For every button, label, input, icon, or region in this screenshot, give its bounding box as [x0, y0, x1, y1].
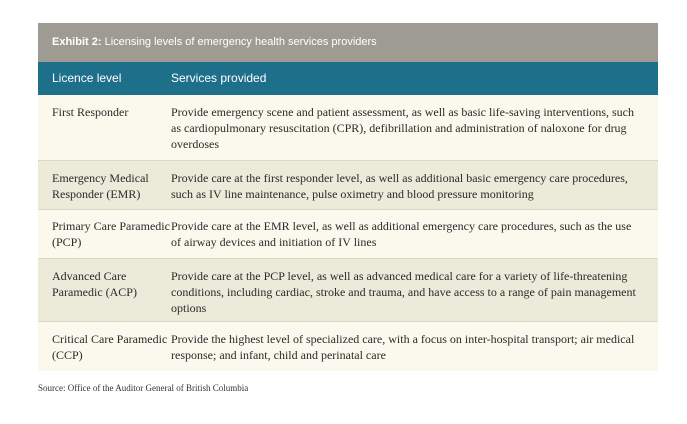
table-row — [38, 322, 658, 371]
table-row — [38, 210, 658, 259]
exhibit-label: Exhibit 2: — [52, 36, 102, 48]
licence-level-cell: Primary Care Paramedic (PCP) — [52, 219, 170, 249]
licence-level-cell: Advanced Care Paramedic (ACP) — [52, 269, 137, 299]
services-cell: Provide care at the first responder level, as well as additional basic emergency care procedures, such as IV line maintenance, pulse oximetry and blood pressure monitoring — [171, 171, 628, 201]
exhibit-title-bar — [38, 23, 658, 62]
exhibit-title: Licensing levels of emergency health services providers — [104, 36, 377, 48]
licence-level-cell: First Responder — [52, 105, 129, 119]
services-cell: Provide the highest level of specialized care, with a focus on inter-hospital transport; air medical response; and infant, child and perinatal care — [171, 332, 635, 362]
table-row — [38, 95, 658, 161]
licence-level-cell: Emergency Medical Responder (EMR) — [52, 171, 149, 201]
services-cell: Provide emergency scene and patient assessment, as well as basic life-saving interventions, such as cardiopulmonary resuscitation (CPR), defibrillation and administration of naloxone for drug overdoses — [171, 105, 634, 151]
table-row — [38, 259, 658, 322]
column-header-row — [38, 62, 658, 95]
licence-level-cell: Critical Care Paramedic (CCP) — [52, 332, 168, 362]
table-row — [38, 161, 658, 210]
services-cell: Provide care at the PCP level, as well as advanced medical care for a variety of life-threatening conditions, including cardiac, stroke and trauma, and have access to a range of pain management options — [171, 269, 636, 315]
exhibit-table — [38, 23, 658, 371]
column-header-services-provided: Services provided — [171, 71, 267, 85]
column-header-licence-level: Licence level — [52, 71, 122, 85]
services-cell: Provide care at the EMR level, as well as additional emergency care procedures, such as the use of airway devices and initiation of IV lines — [171, 219, 632, 249]
source-note: Source: Office of the Auditor General of British Columbia — [38, 383, 249, 393]
